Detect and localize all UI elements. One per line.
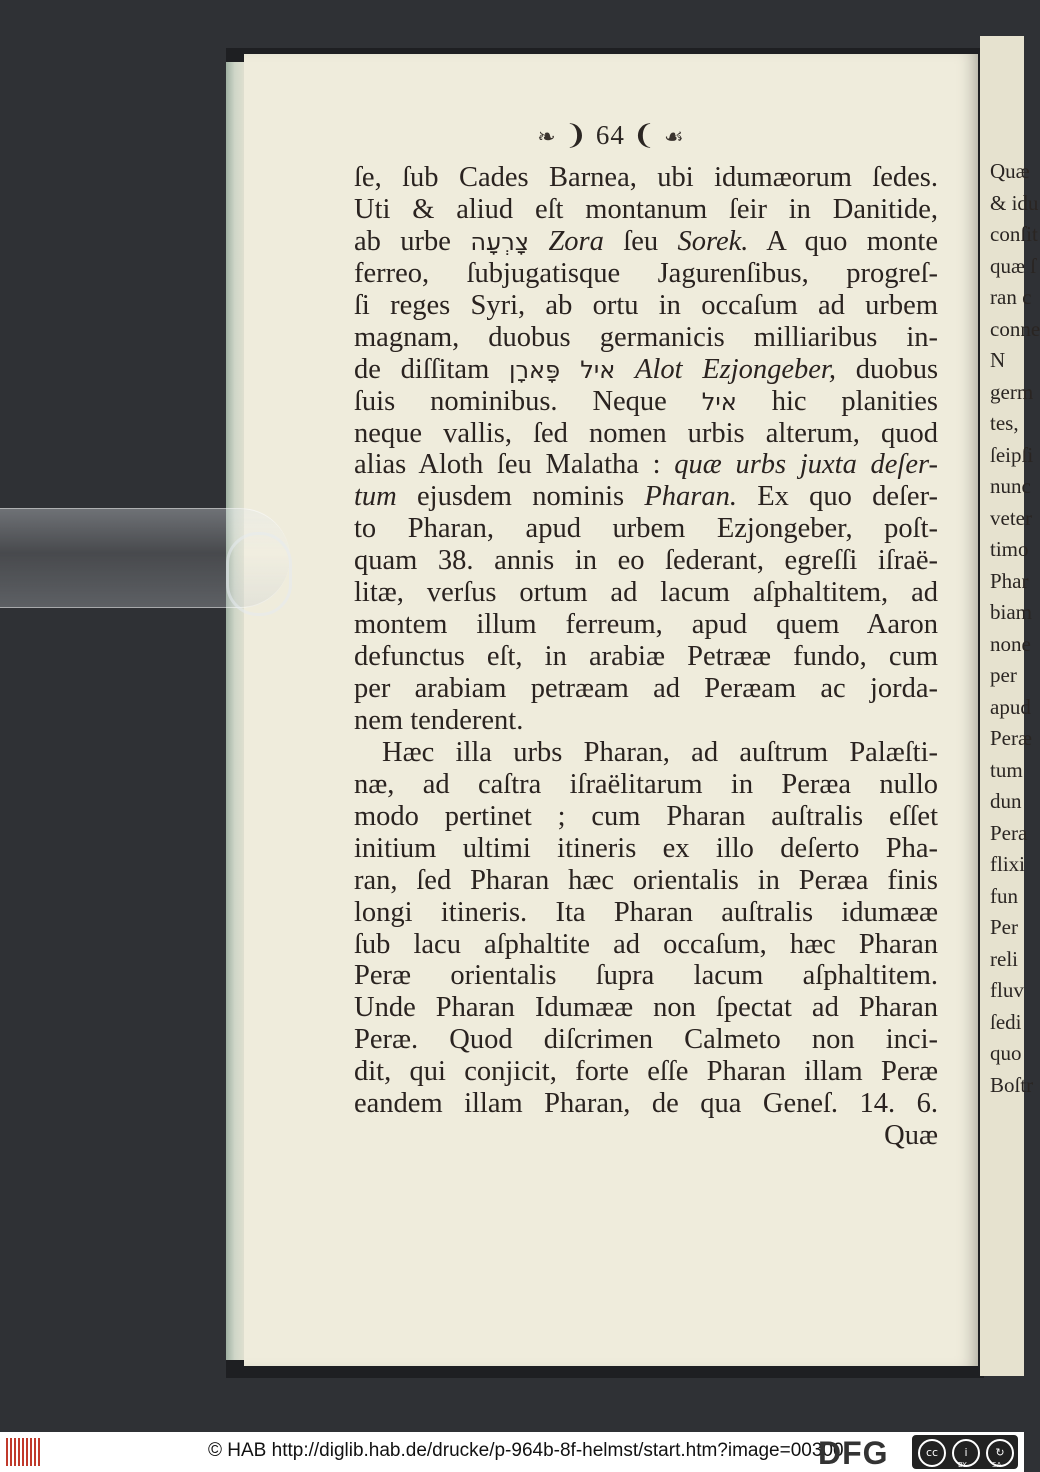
by-icon: i [952,1439,980,1467]
text-line: ab urbe צָרְעָה Zora ſeu Sorek. A quo monte [354,225,938,257]
text-line: modo pertinet ; cum Pharan auſtralis eſſet [354,800,938,832]
next-page-fragments [980,156,1040,1101]
next-page-word: ran c [990,285,1032,309]
next-page-word: & idu [990,190,1039,215]
next-page-word: Pera [990,820,1028,845]
by-label: BY [958,1461,967,1469]
next-page-word: none [990,631,1031,656]
next-page-word: ſeipſi [990,442,1034,467]
text-line: Hæc illa urbs Pharan, ad auſtrum Palæſti- [382,736,938,768]
next-page-word: tes, [990,411,1019,435]
next-page-word: Phar [990,568,1029,593]
page-number: ❩ 64 ❨ [564,120,657,150]
text-line: ferreo, ſubjugatisque Jagurenſibus, progreſ- [354,257,938,289]
next-page-word: N [990,348,1006,372]
text-line: ſuis nominibus. Neque איל hic planities [354,385,938,417]
next-page-word: ſedi [990,1009,1022,1034]
text-line: Unde Pharan Idumææ non ſpectat ad Pharan [354,992,938,1024]
text-line: Quæ [884,1120,938,1152]
text-line: Uti & aliud eſt montanum ſeir in Danitide, [354,193,938,225]
text-line: dit, qui conjicit, forte eſſe Pharan illam Peræ [354,1056,938,1088]
next-page-edge [980,36,1040,1376]
next-page-word: dun [990,789,1022,813]
text-line: de diſſitam איל פָּארָן Alot Ezjongeber, duobus [354,353,939,385]
next-page-word: flixi [990,852,1025,876]
text-line: alias Aloth ſeu Malatha : quæ urbs juxta deſer- [354,449,939,481]
next-page-word: germ [990,379,1034,404]
credit-link[interactable]: © HAB http://diglib.hab.de/drucke/p-964b-8f-helmst/start.htm?image=00300 [208,1440,844,1461]
text-line: magnam, duobus germanicis milliaribus in- [354,321,938,353]
text-line: montem illum ferreum, apud quem Aaron [354,609,938,641]
footer-bar [0,1432,1024,1472]
text-line: Peræ orientalis ſupra lacum aſphaltitem. [354,960,938,992]
next-page-word: conne [990,316,1040,341]
next-page-word: nunc [990,474,1031,498]
ornament-right-icon: ☙ [663,124,685,149]
next-page-word: apud [990,694,1031,719]
next-page-word: reli [990,946,1018,971]
cc-license-badge[interactable] [912,1435,1018,1469]
next-page-word: biam [990,600,1032,624]
next-page-word: veter [990,505,1032,530]
next-page-word: conſit [990,222,1038,246]
next-page-word: quæ ſ [990,253,1037,278]
ornament-left-icon: ❧ [537,124,557,149]
next-page-word: fluv [990,978,1024,1002]
text-line: defunctus eſt, in arabiæ Petrææ fundo, cum [354,641,938,673]
text-line: ſi reges Syri, ab ortu in occaſum ad urbem [354,289,938,321]
text-line: eandem illam Pharan, de qua Geneſ. 14. 6. [354,1088,938,1120]
sa-label: SA [992,1461,1002,1469]
next-page-word: Per [990,915,1018,939]
text-line: næ, ad caſtra iſraëlitarum in Peræa nullo [354,768,938,800]
next-page-word: quo [990,1041,1022,1065]
next-page-word: Boſtr [990,1072,1034,1097]
sa-icon: ↻ [986,1439,1014,1467]
page-body-text [354,162,938,1152]
next-page-word: tum [990,757,1023,782]
text-line: quam 38. annis in eo ſederant, egreſſi iſraë- [354,545,938,577]
text-line: ſub lacu aſphaltite ad occaſum, hæc Pharan [354,928,938,960]
next-page-word: per [990,663,1017,687]
text-line: litæ, verſus ortum ad lacum aſphaltitem, ad [354,577,938,609]
next-page-word: Peræ [990,726,1032,750]
text-line: to Pharan, apud urbem Ezjongeber, poſt- [354,513,938,545]
cc-icon: cc [918,1439,946,1467]
hab-logo-icon[interactable] [6,1438,46,1466]
text-line: initium ultimi itineris ex illo deſerto Pha- [354,832,938,864]
next-page-word: timo [990,537,1029,561]
page-clip-ring [226,532,292,616]
next-page-word: fun [990,883,1018,908]
text-line: Peræ. Quod diſcrimen Calmeto non inci- [354,1024,938,1056]
dfg-logo[interactable]: DFG [818,1435,889,1471]
text-line: tum ejusdem nominis Pharan. Ex quo deſer- [354,481,938,513]
book-page [244,54,978,1366]
text-line: per arabiam petræam ad Peræam ac jorda- [354,673,938,704]
next-page-word: Quæ [990,159,1030,183]
text-line: neque vallis, ſed nomen urbis alterum, quod [354,417,938,449]
text-line: ſe, ſub Cades Barnea, ubi idumæorum ſedes. [354,162,938,193]
page-header [244,120,978,151]
text-line: longi itineris. Ita Pharan auſtralis idumææ [354,896,938,928]
text-line: nem tenderent. [354,704,524,736]
text-line: ran, ſed Pharan hæc orientalis in Peræa finis [354,864,938,896]
